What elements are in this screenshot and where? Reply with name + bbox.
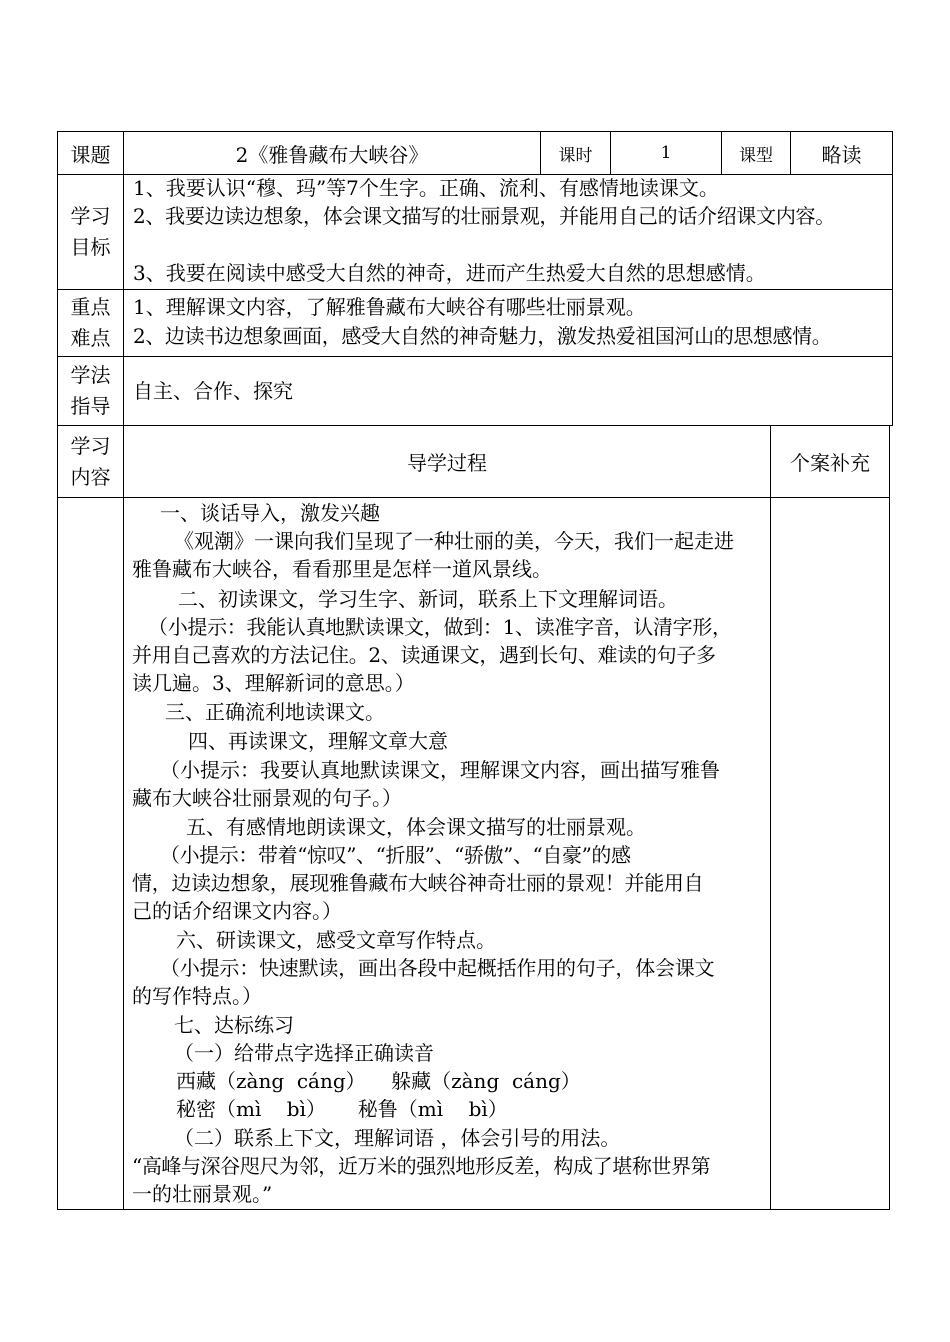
- process-line: 西藏（zàng cáng） 躲藏（zàng cáng）: [176, 1069, 581, 1093]
- method-label-line2: 指导: [70, 394, 111, 418]
- content-label-line1: 学习: [70, 433, 111, 458]
- process-line: 藏布大峡谷壮丽景观的句子。）: [132, 786, 402, 810]
- method-label: [57, 356, 124, 426]
- goal-item-1: 1、我要认识“穆、玛”等7个生字。正确、流利、有感情地读课文。: [133, 176, 719, 200]
- process-line: 六、研读课文，感受文章写作特点。: [176, 928, 496, 952]
- period-value: 1: [660, 143, 672, 163]
- process-line: 《观潮》一课向我们呈现了一种壮丽的美，今天，我们一起走进: [174, 529, 734, 553]
- goal-item-3: 3、我要在阅读中感受大自然的神奇，进而产生热爱大自然的思想感情。: [133, 261, 766, 285]
- process-line: 一、谈话导入，激发兴趣: [160, 501, 380, 525]
- process-line: （小提示：快速默读，画出各段中起概括作用的句子，体会课文: [160, 956, 715, 980]
- process-line: 四、再读课文，理解文章大意: [188, 729, 448, 753]
- keypoints-label-line2: 难点: [70, 326, 111, 350]
- keypoints-label-line1: 重点: [70, 295, 111, 319]
- process-line: “高峰与深谷咫尺为邻，近万米的强烈地形反差，构成了堪称世界第: [132, 1154, 711, 1178]
- process-line: 三、正确流利地读课文。: [165, 700, 385, 724]
- process-line: 情，边读边想象，展现雅鲁藏布大峡谷神奇壮丽的景观！并能用自: [132, 871, 704, 895]
- goals-label-line1: 学习: [70, 204, 111, 228]
- method-value: 自主、合作、探究: [133, 379, 293, 403]
- process-line: 读几遍。3、理解新词的意思。）: [132, 671, 415, 695]
- period-label: 课时: [558, 145, 593, 166]
- process-line: （二）联系上下文，理解词语 ，体会引号的用法。: [174, 1126, 621, 1150]
- process-line: （小提示：带着“惊叹”、“折服”、“骄傲”、“自豪”的感: [160, 843, 631, 867]
- process-line: 并用自己喜欢的方法记住。2、读通课文，遇到长句、难读的句子多: [132, 643, 716, 667]
- process-header: 导学过程: [407, 451, 487, 475]
- process-line: 五、有感情地朗读课文，体会课文描写的壮丽景观。: [186, 815, 646, 839]
- method-label-line1: 学法: [70, 363, 111, 387]
- content-label: [57, 425, 124, 498]
- lesson-title: 2《雅鲁藏布大峡谷》: [235, 142, 429, 167]
- supplement-header: 个案补充: [790, 451, 870, 475]
- supplement-body-cell: [770, 497, 890, 1210]
- process-line: （小提示：我要认真地默读课文，理解课文内容，画出描写雅鲁: [160, 758, 720, 782]
- keypoint-item-2: 2、边读书边想象画面，感受大自然的神奇魅力，激发热爱祖国河山的思想感情。: [133, 324, 832, 348]
- process-line: 七、达标练习: [174, 1013, 294, 1037]
- process-line: 二、初读课文，学习生字、新词，联系上下文理解词语。: [178, 587, 678, 611]
- process-line: 雅鲁藏布大峡谷，看看那里是怎样一道风景线。: [132, 557, 552, 581]
- goals-label: [57, 174, 124, 290]
- content-label-line2: 内容: [70, 464, 111, 489]
- title-label: 课题: [70, 142, 111, 167]
- process-line: （一）给带点字选择正确读音: [174, 1041, 434, 1065]
- goal-item-2: 2、我要边读边想象，体会课文描写的壮丽景观，并能用自己的话介绍课文内容。: [133, 204, 835, 228]
- type-value: 略读: [821, 142, 862, 167]
- process-line: （小提示：我能认真地默读课文，做到：1、读准字音，认清字形，: [148, 615, 732, 639]
- process-line: 一的壮丽景观。”: [132, 1182, 273, 1206]
- keypoints-label: [57, 289, 124, 357]
- goals-label-line2: 目标: [70, 235, 111, 259]
- process-line: 的写作特点。）: [132, 984, 262, 1008]
- body-label-cell: [57, 497, 124, 1210]
- keypoint-item-1: 1、理解课文内容，了解雅鲁藏布大峡谷有哪些壮丽景观。: [133, 295, 646, 319]
- type-label: 课型: [739, 145, 773, 166]
- process-line: 秘密（mì bì） 秘鲁（mì bì）: [176, 1097, 508, 1121]
- process-line: 己的话介绍课文内容。）: [132, 899, 342, 923]
